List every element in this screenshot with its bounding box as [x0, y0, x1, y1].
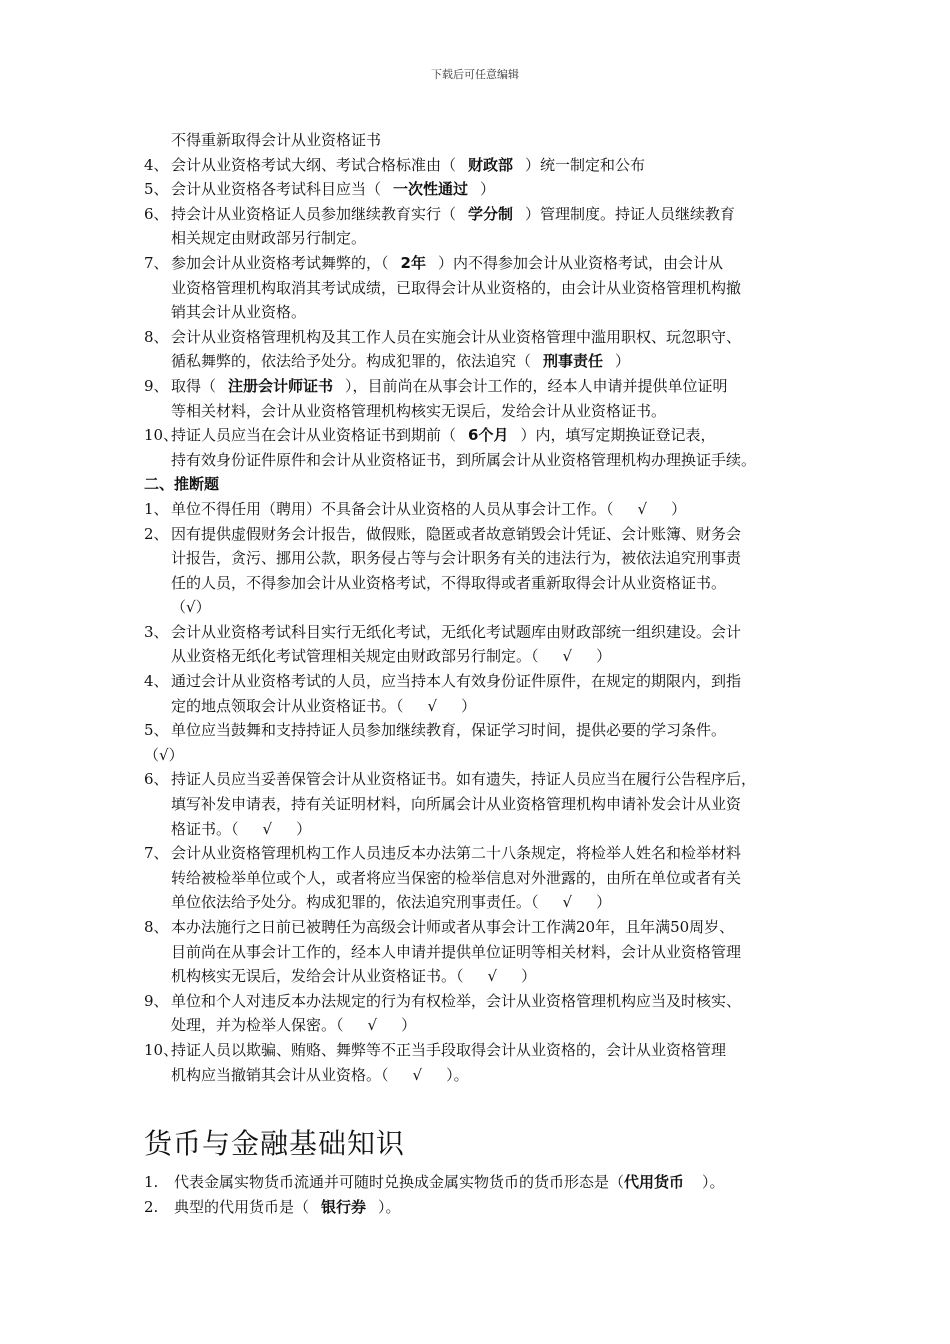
money-question-1: 1. 代表金属实物货币流通并可随时兑换成金属实物货币的货币形态是（代用货币 ）。	[144, 1170, 725, 1195]
answer: 注册会计师证书	[228, 376, 334, 395]
judgment-8: 8、 本办法施行之日前已被聘任为高级会计师或者从事会计工作满20年，且年满50周岁、 目前尚在从事会计工作的，经本人申请并提供单位证明等相关材料，会计从业资格管理 机构核实无误后，发给会计从业资格证书。（ √ ）	[144, 915, 824, 989]
question-10: 10、 持证人员应当在会计从业资格证书到期前（ 6个月 ）内，填写定期换证登记表， 持有效身份证件原件和会计从业资格证书，到所属会计从业资格管理机构办理换证手续。	[144, 423, 824, 472]
judgment-1: 1、 单位不得任用（聘用）不具备会计从业资格的人员从事会计工作。（ √ ）	[144, 497, 824, 522]
question-number: 6、	[144, 770, 169, 789]
section-heading: 二、推断题	[144, 475, 220, 494]
answer: 代用货币	[624, 1173, 685, 1191]
answer: 2年	[400, 253, 426, 272]
section3-body	[144, 1170, 725, 1219]
judgment-3: 3、 会计从业资格考试科目实行无纸化考试，无纸化考试题库由财政部统一组织建设。会计 从业资格无纸化考试管理相关规定由财政部另行制定。（ √ ）	[144, 620, 824, 669]
answer: 6个月	[468, 426, 509, 445]
question-number: 5、	[144, 721, 169, 740]
question-5: 5、 会计从业资格各考试科目应当（ 一次性通过 ）	[144, 177, 824, 202]
page-header: 下载后可任意编辑	[431, 68, 519, 81]
judgment-4: 4、 通过会计从业资格考试的人员，应当持本人有效身份证件原件，在规定的期限内，到指 定的地点领取会计从业资格证书。（ √ ）	[144, 669, 824, 718]
question-7: 7、 参加会计从业资格考试舞弊的，（ 2年 ）内不得参加会计从业资格考试，由会计从 业资格管理机构取消其考试成绩，已取得会计从业资格的，由会计从业资格管理机构撤 销其会计从业资格。	[144, 251, 824, 325]
question-number: 8、	[144, 327, 169, 346]
question-number: 3、	[144, 622, 169, 641]
judgment-6: 6、 持证人员应当妥善保管会计从业资格证书。如有遗失，持证人员应当在履行公告程序后， 填写补发申请表，持有关证明材料，向所属会计从业资格管理机构申请补发会计从业资 格证书。（ √ ）	[144, 767, 824, 841]
check-mark: √	[412, 1065, 423, 1084]
question-number: 4、	[144, 155, 169, 174]
judgment-10: 10、 持证人员以欺骗、贿赂、舞弊等不正当手段取得会计从业资格的，会计从业资格管理 机构应当撤销其会计从业资格。（ √ ）。	[144, 1038, 824, 1087]
continued-line: 不得重新取得会计从业资格证书	[171, 131, 382, 149]
check-mark: √	[562, 893, 573, 912]
question-number: 2、	[144, 524, 169, 543]
check-mark: √	[562, 647, 573, 666]
content-body	[144, 128, 824, 1087]
check-mark: √	[367, 1016, 378, 1035]
answer: 银行券	[321, 1197, 367, 1216]
question-6: 6、 持会计从业资格证人员参加继续教育实行（ 学分制 ）管理制度。持证人员继续教育 相关规定由财政部另行制定。	[144, 202, 824, 251]
question-number: 9、	[144, 376, 169, 395]
question-number: 10、	[144, 1040, 179, 1059]
question-number: 7、	[144, 253, 169, 272]
check-mark: √	[262, 819, 273, 838]
check-mark: √	[637, 499, 648, 518]
money-question-2: 2. 典型的代用货币是（ 银行券 ）。	[144, 1195, 725, 1220]
answer: 学分制	[468, 204, 514, 223]
question-number: 4、	[144, 672, 169, 691]
question-number: 9、	[144, 991, 169, 1010]
check-mark: √	[186, 598, 196, 617]
question-number: 5、	[144, 180, 169, 199]
question-number: 6、	[144, 204, 169, 223]
section-title: 货币与金融基础知识	[144, 1127, 406, 1160]
judgment-5: 5、 单位应当鼓舞和支持持证人员参加继续教育，保证学习时间，提供必要的学习条件。	[144, 718, 824, 743]
question-number: 8、	[144, 918, 169, 936]
question-number: 2.	[144, 1197, 159, 1216]
judgment-9: 9、 单位和个人对违反本办法规定的行为有权检举，会计从业资格管理机构应当及时核实、 处理，并为检举人保密。（ √ ）	[144, 989, 824, 1038]
judgment-5-answer: （√）	[144, 745, 184, 764]
question-4: 4、 会计从业资格考试大纲、考试合格标准由（ 财政部 ）统一制定和公布	[144, 153, 824, 178]
question-number: 7、	[144, 844, 169, 863]
judgment-7: 7、 会计从业资格管理机构工作人员违反本办法第二十八条规定，将检举人姓名和检举材料 转给被检举单位或个人，或者将应当保密的检举信息对外泄露的，由所在单位或者有关 单位依法给予处分。构成犯罪的，依法追究刑事责任。（ √ ）	[144, 841, 824, 915]
answer: 一次性通过	[393, 180, 469, 199]
check-mark: √	[159, 745, 169, 764]
question-number: 1、	[144, 499, 169, 518]
question-9: 9、 取得（ 注册会计师证书 ），目前尚在从事会计工作的，经本人申请并提供单位证明 等相关材料，会计从业资格管理机构核实无误后，发给会计从业资格证书。	[144, 374, 824, 423]
answer: 财政部	[468, 155, 514, 174]
question-8: 8、 会计从业资格管理机构及其工作人员在实施会计从业资格管理中滥用职权、玩忽职守、 循私舞弊的，依法给予处分。构成犯罪的，依法追究（ 刑事责任 ）	[144, 325, 824, 374]
question-number: 1.	[144, 1173, 159, 1191]
check-mark: √	[427, 696, 438, 715]
question-number: 10、	[144, 426, 179, 445]
judgment-2: 2、 因有提供虚假财务会计报告，做假账，隐匿或者故意销毁会计凭证、会计账簿、财务会 计报告，贪污、挪用公款，职务侵占等与会计职务有关的违法行为，被依法追究刑事责 任的人员，不得参加会计从业资格考试，不得取得或者重新取得会计从业资格证书。 （√）	[144, 522, 824, 620]
check-mark: √	[487, 967, 498, 986]
answer: 刑事责任	[543, 352, 604, 371]
